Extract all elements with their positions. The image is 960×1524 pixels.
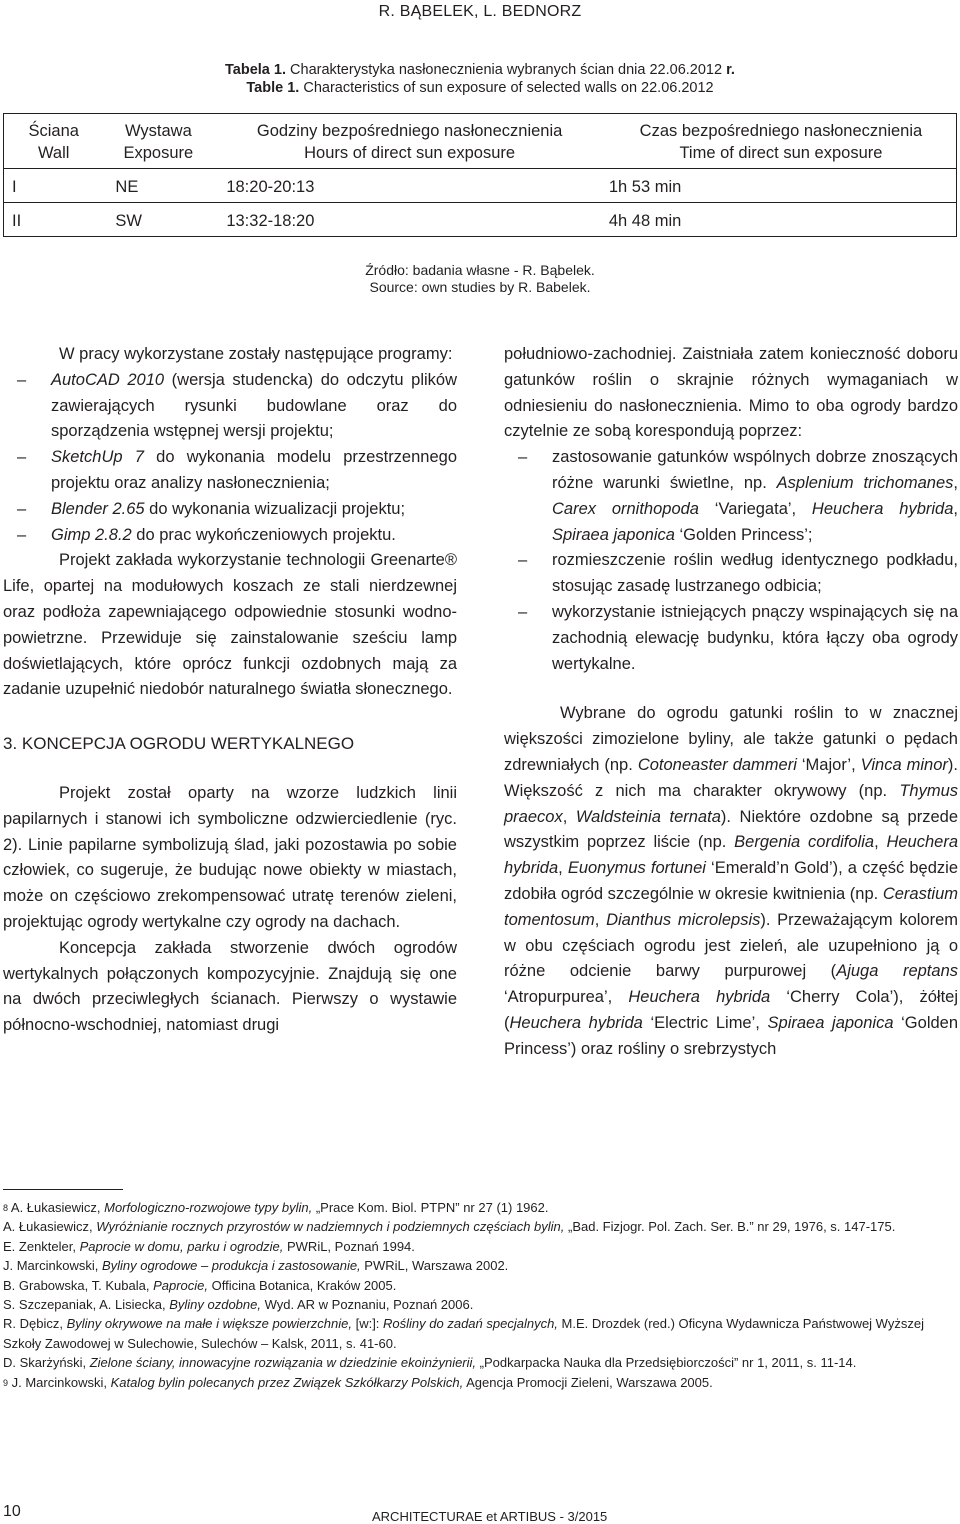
footnote: J. Marcinkowski, Byliny ogrodowe – produkcja i zastosowanie, PWRiL, Warszawa 2002.	[3, 1258, 509, 1274]
footnote: E. Zenkteler, Paprocie w domu, parku i ogrodzie, PWRiL, Poznań 1994.	[3, 1238, 415, 1254]
paragraph: Koncepcja zakłada stworzenie dwóch ogrodów wertykalnych połączonych kompozycyjnie. Znajdują się one na dwóch przeciwległych ścianach. Pierwszy o wystawie północno-wschodniej, natomiast drugi	[3, 938, 457, 1035]
paragraph: południowo-zachodniej. Zaistniała zatem konieczność doboru gatunków roślin o skrajnie różnych wymaganiach w odniesieniu do nasłonecznienia. Mimo to oba ogrody bardzo czytelnie ze sobą korespondują poprzez:	[504, 345, 958, 441]
col-header-hours: Godziny bezpośredniego nasłonecznienia Hours of direct sun exposure	[213, 114, 606, 169]
table-cell: 4h 48 min	[608, 211, 682, 230]
footnote: S. Szczepaniak, A. Lisiecka, Byliny ozdobne, Wyd. AR w Poznaniu, Poznań 2006.	[3, 1297, 474, 1313]
table-caption-pl: Tabela 1. Charakterystyka nasłonecznienia wybranych ścian dnia 22.06.2012 r.	[225, 62, 735, 78]
footnote: D. Skarżyński, Zielone ściany, innowacyjne rozwiązania w dziedzinie ekoinżynierii, „Podkarpacka Nauka dla Przedsiębiorczości” nr 1, 2011, s. 11-14.	[3, 1355, 857, 1371]
table-cell: 13:32-18:20	[226, 211, 315, 230]
footnote: $^9$ J. Marcinkowski, Katalog bylin polecanych przez Związek Szkółkarzy Polskich, Agencja Promocji Zieleni, Warszawa 2005.	[3, 1374, 713, 1390]
table-cell: NE	[103, 169, 213, 203]
table-row	[4, 203, 957, 237]
journal-footer: ARCHITECTURAE et ARTIBUS - 3/2015	[372, 1509, 608, 1524]
table-cell: I	[4, 169, 104, 203]
paragraph: Projekt został oparty na wzorze ludzkich linii papilarnych i stanowi ich symboliczne odzwierciedlenie (ryc. 2). Linie papilarne symbolizują ślad, jaki pozostawia po sobie człowiek, co sugeruje, że budując nowe obiekty w miastach, może on częściowo zrekompensować utratę terenów zieleni, projektując ogrody wertykalne czy ogrody na dachach.	[3, 783, 457, 931]
sun-exposure-table	[3, 113, 957, 237]
paragraph: Projekt zakłada wykorzystanie technologii Greenarte® Life, opartej na modułowych koszach ze stali nierdzewnej oraz podłoża zapewniającego odpowiednie stosunki wodno-powietrzne. Przewiduje się zainstalowanie sześciu lamp doświetlających, które oprócz funkcji ozdobnych mają za zadanie uzupełnić niedobór naturalnego światła słonecznego.	[3, 551, 457, 699]
col-header-time: Czas bezpośredniego nasłonecznienia Time of direct sun exposure	[606, 114, 957, 169]
list-item: – AutoCAD 2010 (wersja studencka) do odczytu plików zawierających rysunki budowlane oraz do sporządzenia wstępnej wersji projektu;	[17, 370, 457, 441]
right-column	[504, 342, 958, 1063]
col-header-exposure: Wystawa Exposure	[103, 114, 213, 169]
paragraph: W pracy wykorzystane zostały następujące programy:	[59, 345, 453, 363]
list-item: – Blender 2.65 do wykonania wizualizacji projektu;	[17, 499, 406, 518]
running-head: R. BĄBELEK, L. BEDNORZ	[378, 3, 582, 20]
table-row	[4, 169, 957, 203]
table-cell: 18:20-20:13	[213, 169, 606, 203]
footnotes	[3, 1198, 958, 1392]
page-number: 10	[3, 1503, 21, 1520]
left-column	[3, 342, 457, 1039]
table-cell: 1h 53 min	[606, 169, 957, 203]
section-heading: 3. KONCEPCJA OGRODU WERTYKALNEGO	[3, 734, 355, 754]
list-item: – wykorzystanie istniejących pnączy wspinających się na zachodnią elewację budynku, która łączy oba ogrody wertykalne.	[518, 602, 958, 673]
table-header-row	[4, 114, 957, 169]
footnote-rule	[3, 1189, 123, 1190]
footnote: A. Łukasiewicz, Wyróżnianie rocznych przyrostów w nadziemnych i podziemnych częściach bylin, „Bad. Fizjogr. Pol. Zach. Ser. B.” nr 29, 1976, s. 147-175.	[3, 1219, 896, 1235]
table-cell: II	[12, 211, 22, 230]
footnote: R. Dębicz, Byliny okrywowe na małe i większe powierzchnie, [w:]: Rośliny do zadań specjalnych, M.E. Drozdek (red.) Oficyna Wydawnicza Państwowej Wyższej Szkoły Zawodowej w Sulechowie, Sulechów – Kalsk, 2011, s. 41-60.	[3, 1316, 924, 1351]
list-item: – Gimp 2.8.2 do prac wykończeniowych projektu.	[17, 525, 396, 544]
footnote: $^8$ A. Łukasiewicz, Morfologiczno-rozwojowe typy bylin, „Prace Kom. Biol. PTPN” nr 27 (1) 1962.	[3, 1200, 549, 1215]
list-item: – SketchUp 7 do wykonania modelu przestrzennego projektu oraz analizy nasłonecznienia;	[17, 448, 457, 492]
col-header-wall: Ściana Wall	[4, 114, 104, 169]
table-cell: SW	[115, 211, 142, 230]
paragraph: Wybrane do ogrodu gatunki roślin to w znacznej większości zimozielone byliny, ale także gatunki o pędach zdrewniałych (np. Cotoneaster dammeri ‘Major’, Vinca minor). Większość z nich ma charakter okrywowy (np. Thymus praecox, Waldsteinia ternata). Niektóre ozdobne są przede wszystkim poprzez liście (np. Bergenia cordifolia, Heuchera hybrida, Euonymus fortunei ‘Emerald’n Gold’), a część będzie zdobiła ogród szczególnie w okresie kwitnienia (np. Cerastium tomentosum, Dianthus microlepsis). Przeważającym kolorem w obu częściach ogrodu jest zieleń, ale uzupełniono ją o różne odcienie barwy purpurowej (Ajuga reptans ‘Atropurpurea’, Heuchera hybrida ‘Cherry Cola’), żółtej (Heuchera hybrida ‘Electric Lime’, Spiraea japonica ‘Golden Princess’) oraz rośliny o srebrzystych	[504, 704, 959, 1058]
footnote: B. Grabowska, T. Kubala, Paprocie, Officina Botanica, Kraków 2005.	[3, 1277, 397, 1293]
table-source: Źródło: badania własne - R. Bąbelek. Source: own studies by R. Babelek.	[365, 262, 595, 295]
table-caption-en: Table 1. Characteristics of sun exposure of selected walls on 22.06.2012	[246, 80, 714, 96]
list-item: – rozmieszczenie roślin według identycznego podkładu, stosując zasadę lustrzanego odbicia;	[518, 551, 958, 596]
list-item: – zastosowanie gatunków wspólnych dobrze znoszących różne warunki świetlne, np. Asplenium trichomanes, Carex ornithopoda ‘Variegata’, Heuchera hybrida, Spiraea japonica ‘Golden Princess’;	[518, 448, 958, 544]
